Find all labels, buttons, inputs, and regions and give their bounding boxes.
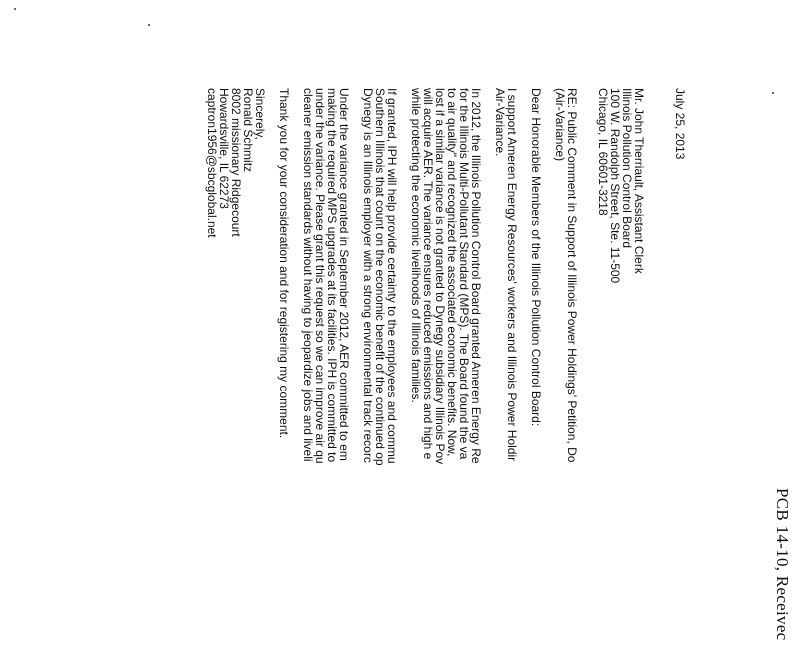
paragraph-line: to air quality" and recognized the associated economic benefits. Now, xyxy=(445,88,459,457)
paragraph-line: for the Illinois Multi-Pollutant Standard (MPS). The Board found the va xyxy=(457,88,471,460)
letter-date: July 25, 2013 xyxy=(673,88,687,160)
subject-line: RE: Public Comment in Support of Illinois Power Holdings' Petition, Do xyxy=(565,88,579,463)
paragraph-line: lost if a similar variance is not granted to Dynegy subsidiary Illinois Pov xyxy=(433,88,447,465)
signature-line: Sincerely, xyxy=(253,88,267,140)
address-line: Mr. John Therriault, Assistant Clerk xyxy=(632,88,646,274)
paragraph-line: In 2012, the Illinois Pollution Control Board granted Ameren Energy Re xyxy=(469,88,483,464)
paragraph-line: while protecting the economic livelihoods of Illinois families. xyxy=(409,88,423,403)
signature-line: 8002 missionary Ridgecourt xyxy=(229,88,243,237)
address-line: Illinois Pollution Control Board xyxy=(620,88,634,249)
received-stamp: PCB 14-10, Receivec xyxy=(773,488,792,641)
signature-line: captron1956@sbcglobal.net xyxy=(205,88,219,238)
closing-thanks: Thank you for your consideration and for registering my comment. xyxy=(277,88,291,439)
scan-speck xyxy=(772,92,774,94)
paragraph-line: Dynegy is an Illinois employer with a strong environmental track recorc xyxy=(361,88,375,463)
paragraph-line: will acquire AER. The variance ensures reduced emissions and high e xyxy=(421,88,435,460)
paragraph-line: If granted, IPH will help provide certainty to the employees and commu xyxy=(385,88,399,464)
paragraph-line: Southern Illinois that count on the economic benefit of the continued op xyxy=(373,88,387,466)
paragraph-line: cleaner emission standards without having to jeopardize jobs and liveli xyxy=(301,88,315,462)
signature-line: Howardsville, IL 62273 xyxy=(217,88,231,209)
paragraph-line: Air-Variance. xyxy=(493,88,507,157)
address-line: Chicago, IL 60601-3218 xyxy=(596,88,610,216)
paragraph-line: under the variance. Please grant this request so we can improve air qu xyxy=(313,88,327,464)
paragraph-line: making the required MPS upgrades at its facilities. IPH is committed to xyxy=(325,88,339,463)
paragraph-line: Under the variance granted in September 2012, AER committed to em xyxy=(337,88,351,461)
scan-speck xyxy=(14,8,16,10)
salutation: Dear Honorable Members of the Illinois Pollution Control Board: xyxy=(529,88,543,427)
address-line: 100 W. Randolph Street, Ste. 11-500 xyxy=(608,88,622,284)
subject-line: (Air-Variance) xyxy=(553,88,567,162)
signature-line: Ronald Schmitz xyxy=(241,88,255,173)
paragraph-line: I support Ameren Energy Resources' workers and Illinois Power Holdir xyxy=(505,88,519,462)
scan-speck xyxy=(148,24,150,26)
